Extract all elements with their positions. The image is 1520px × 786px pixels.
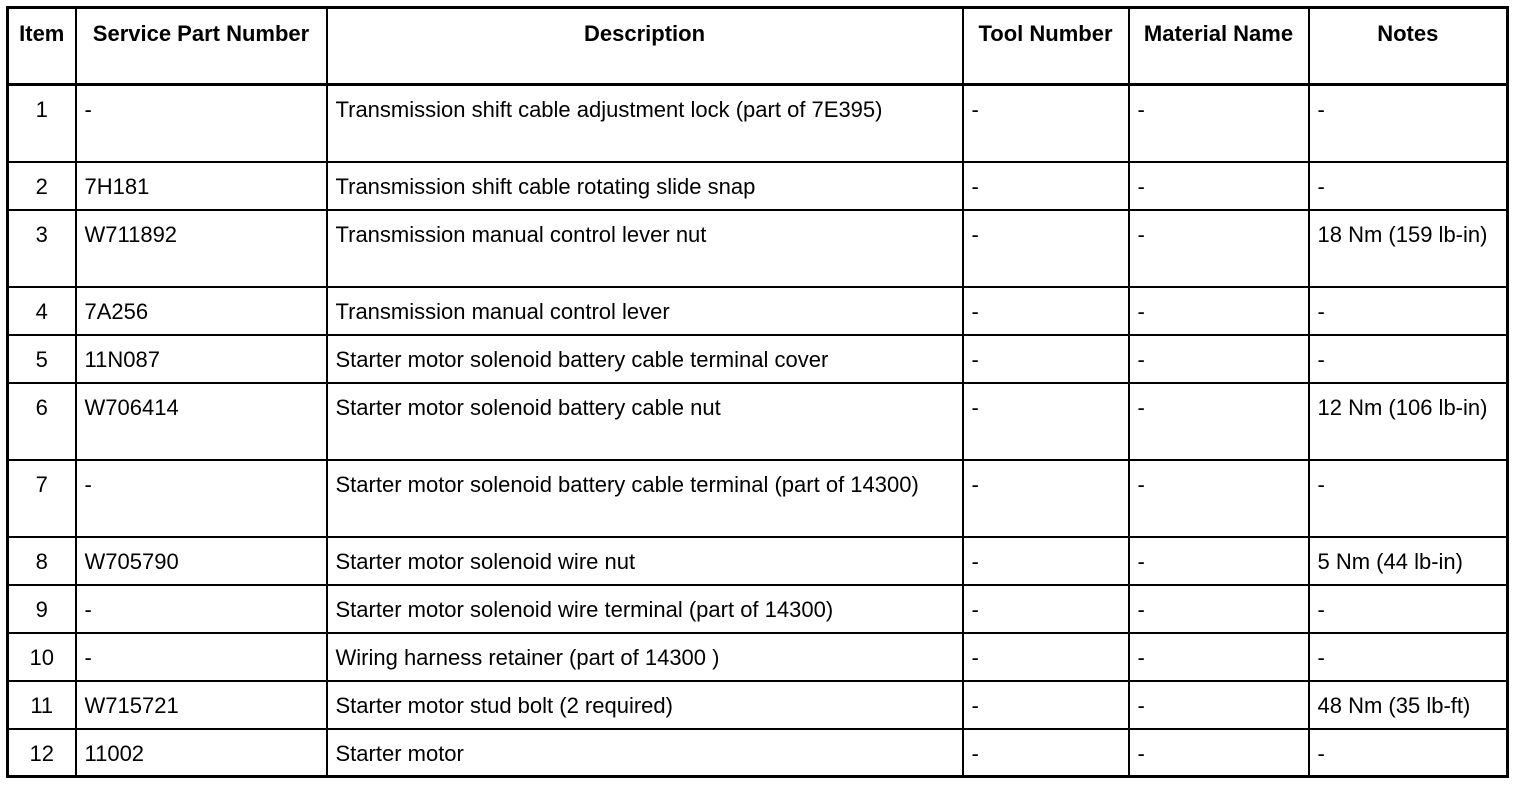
cell-material-name: - — [1129, 585, 1309, 633]
cell-material-name: - — [1129, 335, 1309, 383]
cell-service-part-number: W706414 — [76, 383, 327, 460]
cell-description: Transmission manual control lever nut — [327, 210, 963, 287]
cell-material-name: - — [1129, 162, 1309, 210]
cell-item: 3 — [8, 210, 76, 287]
cell-notes: 18 Nm (159 lb-in) — [1309, 210, 1508, 287]
cell-material-name: - — [1129, 460, 1309, 537]
cell-service-part-number: 7A256 — [76, 287, 327, 335]
cell-notes: 5 Nm (44 lb-in) — [1309, 537, 1508, 585]
cell-tool-number: - — [963, 537, 1129, 585]
table-row — [8, 335, 1508, 383]
table-row — [8, 681, 1508, 729]
cell-service-part-number: - — [76, 85, 327, 162]
header-service-part-number: Service Part Number — [76, 8, 327, 85]
table-row — [8, 162, 1508, 210]
table-row — [8, 633, 1508, 681]
header-row — [8, 8, 1508, 85]
cell-material-name: - — [1129, 633, 1309, 681]
cell-notes: - — [1309, 335, 1508, 383]
cell-notes: - — [1309, 85, 1508, 162]
header-notes: Notes — [1309, 8, 1508, 85]
cell-tool-number: - — [963, 383, 1129, 460]
cell-tool-number: - — [963, 335, 1129, 383]
cell-description: Starter motor — [327, 729, 963, 777]
table-body — [8, 85, 1508, 777]
cell-item: 1 — [8, 85, 76, 162]
cell-item: 6 — [8, 383, 76, 460]
cell-tool-number: - — [963, 729, 1129, 777]
cell-service-part-number: - — [76, 585, 327, 633]
cell-description: Starter motor solenoid wire nut — [327, 537, 963, 585]
cell-service-part-number: - — [76, 460, 327, 537]
cell-material-name: - — [1129, 210, 1309, 287]
cell-description: Starter motor solenoid wire terminal (part of 14300) — [327, 585, 963, 633]
header-tool-number: Tool Number — [963, 8, 1129, 85]
table-header — [8, 8, 1508, 85]
cell-material-name: - — [1129, 729, 1309, 777]
table-row — [8, 85, 1508, 162]
cell-material-name: - — [1129, 681, 1309, 729]
table-row — [8, 585, 1508, 633]
cell-notes: 12 Nm (106 lb-in) — [1309, 383, 1508, 460]
cell-description: Transmission shift cable rotating slide snap — [327, 162, 963, 210]
cell-notes: 48 Nm (35 lb-ft) — [1309, 681, 1508, 729]
cell-notes: - — [1309, 162, 1508, 210]
cell-item: 8 — [8, 537, 76, 585]
table-row — [8, 729, 1508, 777]
cell-material-name: - — [1129, 287, 1309, 335]
cell-item: 11 — [8, 681, 76, 729]
cell-description: Starter motor solenoid battery cable terminal cover — [327, 335, 963, 383]
cell-notes: - — [1309, 585, 1508, 633]
header-description: Description — [327, 8, 963, 85]
cell-service-part-number: 11N087 — [76, 335, 327, 383]
cell-description: Starter motor solenoid battery cable terminal (part of 14300) — [327, 460, 963, 537]
cell-notes: - — [1309, 633, 1508, 681]
cell-item: 2 — [8, 162, 76, 210]
cell-material-name: - — [1129, 85, 1309, 162]
cell-material-name: - — [1129, 383, 1309, 460]
header-material-name: Material Name — [1129, 8, 1309, 85]
cell-material-name: - — [1129, 537, 1309, 585]
table-row — [8, 210, 1508, 287]
cell-item: 10 — [8, 633, 76, 681]
cell-notes: - — [1309, 287, 1508, 335]
cell-description: Transmission shift cable adjustment lock (part of 7E395) — [327, 85, 963, 162]
cell-service-part-number: W705790 — [76, 537, 327, 585]
cell-description: Transmission manual control lever — [327, 287, 963, 335]
table-row — [8, 287, 1508, 335]
cell-service-part-number: W711892 — [76, 210, 327, 287]
cell-item: 4 — [8, 287, 76, 335]
cell-tool-number: - — [963, 162, 1129, 210]
cell-item: 7 — [8, 460, 76, 537]
table-row — [8, 537, 1508, 585]
cell-item: 12 — [8, 729, 76, 777]
cell-item: 5 — [8, 335, 76, 383]
cell-tool-number: - — [963, 633, 1129, 681]
table-row — [8, 383, 1508, 460]
cell-item: 9 — [8, 585, 76, 633]
cell-description: Starter motor solenoid battery cable nut — [327, 383, 963, 460]
cell-tool-number: - — [963, 210, 1129, 287]
cell-service-part-number: W715721 — [76, 681, 327, 729]
cell-service-part-number: 7H181 — [76, 162, 327, 210]
cell-tool-number: - — [963, 287, 1129, 335]
cell-service-part-number: 11002 — [76, 729, 327, 777]
cell-service-part-number: - — [76, 633, 327, 681]
cell-tool-number: - — [963, 585, 1129, 633]
table-row — [8, 460, 1508, 537]
parts-table — [6, 6, 1509, 778]
cell-tool-number: - — [963, 681, 1129, 729]
cell-description: Starter motor stud bolt (2 required) — [327, 681, 963, 729]
cell-tool-number: - — [963, 460, 1129, 537]
cell-description: Wiring harness retainer (part of 14300 ) — [327, 633, 963, 681]
cell-tool-number: - — [963, 85, 1129, 162]
cell-notes: - — [1309, 729, 1508, 777]
cell-notes: - — [1309, 460, 1508, 537]
header-item: Item — [8, 8, 76, 85]
